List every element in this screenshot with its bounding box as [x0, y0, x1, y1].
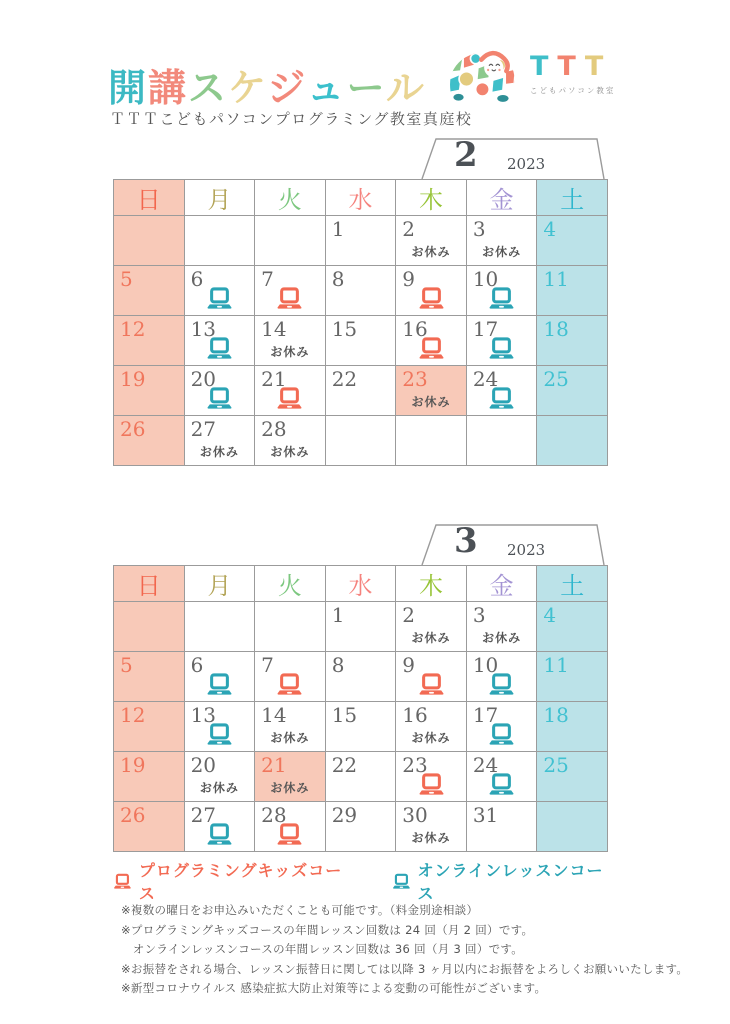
weekday-header: 火	[255, 180, 326, 216]
day-cell	[325, 416, 396, 466]
laptop-icon	[418, 673, 445, 696]
day-number: 16	[402, 703, 428, 727]
day-number: 20	[190, 367, 217, 391]
day-cell	[114, 266, 185, 316]
day-number: 8	[331, 267, 345, 291]
day-number: 12	[120, 703, 146, 727]
day-cell	[184, 216, 255, 266]
day-number: 12	[120, 317, 146, 341]
laptop-icon	[206, 337, 233, 360]
closed-note: お休み	[270, 781, 310, 795]
day-number: 14	[261, 703, 287, 727]
title-char: ス	[188, 66, 229, 111]
day-number: 20	[190, 753, 217, 777]
day-cell	[466, 802, 537, 852]
laptop-icon	[206, 723, 233, 746]
page-title	[108, 66, 426, 111]
logo-letter: T	[584, 51, 604, 82]
day-number: 10	[472, 653, 499, 677]
day-cell	[114, 316, 185, 366]
day-cell	[466, 366, 537, 416]
day-number: 9	[402, 267, 415, 291]
day-cell	[184, 752, 255, 802]
day-cell	[255, 366, 326, 416]
note-line: ※お振替をされる場合、レッスン振替日に関しては以降 3 ヶ月以内にお振替をよろしくお願いいたします。	[121, 961, 689, 976]
day-number: 25	[543, 367, 569, 391]
laptop-icon	[206, 823, 233, 846]
month-tab	[421, 521, 605, 565]
weekday-header: 土	[537, 566, 608, 602]
laptop-icon	[276, 387, 303, 410]
laptop-icon	[488, 287, 515, 310]
day-cell	[255, 702, 326, 752]
day-cell	[255, 602, 326, 652]
weekday-header: 金	[466, 180, 537, 216]
month-number: 2	[454, 135, 478, 175]
day-cell	[325, 216, 396, 266]
day-number: 16	[402, 317, 428, 341]
day-number: 17	[472, 703, 499, 727]
day-number: 23	[402, 753, 428, 777]
day-number: 29	[331, 803, 358, 827]
day-cell	[537, 802, 608, 852]
day-cell	[255, 802, 326, 852]
day-number: 28	[261, 417, 287, 441]
day-cell	[466, 702, 537, 752]
notes	[121, 901, 689, 999]
day-cell	[396, 266, 467, 316]
day-number: 8	[331, 653, 345, 677]
calendar-grid	[113, 179, 608, 466]
day-cell	[255, 416, 326, 466]
day-cell	[396, 216, 467, 266]
day-number: 23	[402, 367, 428, 391]
weekday-header: 水	[325, 180, 396, 216]
legend-item	[392, 858, 608, 904]
day-number: 5	[120, 653, 133, 677]
ttt-logo	[446, 46, 615, 103]
closed-note: お休み	[411, 245, 451, 259]
laptop-icon	[418, 773, 445, 796]
closed-note: お休み	[411, 831, 451, 845]
day-cell	[114, 652, 185, 702]
day-number: 1	[331, 603, 345, 627]
day-cell	[114, 752, 185, 802]
laptop-icon	[206, 287, 233, 310]
day-number: 5	[120, 267, 133, 291]
title-char: ケ	[228, 66, 268, 111]
day-cell	[325, 652, 396, 702]
weekday-header: 月	[184, 180, 255, 216]
day-number: 21	[261, 753, 287, 777]
day-cell	[396, 316, 467, 366]
closed-note: お休み	[270, 445, 310, 459]
closed-note: お休み	[270, 345, 310, 359]
logo-ttt-letters	[530, 53, 603, 80]
laptop-icon	[488, 723, 515, 746]
closed-note: お休み	[199, 781, 239, 795]
day-cell	[396, 366, 467, 416]
month-number: 3	[454, 521, 478, 561]
month-tab	[421, 135, 605, 179]
note-line: ※プログラミングキッズコースの年間レッスン回数は 24 回（月 2 回）です。	[121, 922, 534, 937]
day-cell	[537, 216, 608, 266]
day-cell	[325, 316, 396, 366]
day-cell	[114, 602, 185, 652]
day-number: 19	[120, 753, 146, 777]
school-name: ＴＴＴこどもパソコンプログラミング教室真庭校	[110, 110, 473, 128]
day-cell	[325, 266, 396, 316]
day-cell	[184, 652, 255, 702]
year-label: 2023	[507, 541, 546, 559]
title-char: ュ	[306, 66, 347, 111]
day-number: 24	[472, 753, 499, 777]
day-number: 22	[331, 753, 358, 777]
day-number: 4	[543, 217, 557, 241]
day-cell	[255, 216, 326, 266]
day-cell	[255, 266, 326, 316]
day-number: 11	[543, 653, 569, 677]
weekday-header: 水	[325, 566, 396, 602]
day-cell	[325, 702, 396, 752]
day-cell	[396, 702, 467, 752]
calendar-grid	[113, 565, 608, 852]
legend-item	[113, 858, 346, 904]
laptop-icon	[206, 673, 233, 696]
day-number: 15	[331, 703, 358, 727]
weekday-header: 金	[466, 566, 537, 602]
day-cell	[537, 366, 608, 416]
logo-letter: T	[530, 51, 549, 82]
day-number: 6	[190, 267, 204, 291]
day-number: 1	[331, 217, 345, 241]
day-number: 4	[543, 603, 557, 627]
day-cell	[537, 602, 608, 652]
day-cell	[396, 416, 467, 466]
closed-note: お休み	[411, 395, 451, 409]
day-number: 26	[120, 417, 146, 441]
day-cell	[466, 752, 537, 802]
day-cell	[184, 266, 255, 316]
title-char: ー	[346, 66, 386, 111]
day-cell	[537, 416, 608, 466]
day-number: 14	[261, 317, 287, 341]
day-cell	[396, 602, 467, 652]
closed-note: お休み	[199, 445, 239, 459]
day-cell	[184, 366, 255, 416]
day-number: 21	[261, 367, 287, 391]
calendar-month-3	[113, 521, 608, 852]
note-line: オンラインレッスンコースの年間レッスン回数は 36 回（月 3 回）です。	[121, 942, 524, 956]
day-cell	[466, 416, 537, 466]
legend-label: プログラミングキッズコース	[138, 861, 343, 903]
closed-note: お休み	[482, 245, 522, 259]
weekday-header: 日	[114, 180, 185, 216]
day-cell	[537, 652, 608, 702]
day-number: 7	[261, 653, 274, 677]
laptop-icon	[276, 287, 303, 310]
day-cell	[255, 752, 326, 802]
day-number: 13	[190, 703, 217, 727]
day-number: 2	[402, 603, 415, 627]
title-char: 講	[148, 66, 189, 111]
legend-label: オンラインレッスンコース	[417, 861, 604, 903]
laptop-icon	[488, 773, 515, 796]
day-number: 27	[190, 417, 217, 441]
day-cell	[466, 316, 537, 366]
weekday-header: 土	[537, 180, 608, 216]
day-number: 26	[120, 803, 146, 827]
note-line: ※新型コロナウイルス 感染症拡大防止対策等による変動の可能性がございます。	[121, 981, 547, 995]
title-char: ル	[385, 66, 426, 111]
day-cell	[466, 602, 537, 652]
logo-caption: こどもパソコン教室	[530, 86, 616, 95]
day-number: 10	[472, 267, 499, 291]
laptop-icon	[276, 673, 303, 696]
day-cell	[114, 216, 185, 266]
weekday-header: 火	[255, 566, 326, 602]
day-number: 3	[472, 217, 486, 241]
day-cell	[325, 602, 396, 652]
day-number: 17	[472, 317, 499, 341]
day-cell	[114, 702, 185, 752]
weekday-header: 月	[184, 566, 255, 602]
calendar-month-2	[113, 135, 608, 466]
day-number: 30	[402, 803, 428, 827]
day-number: 28	[261, 803, 287, 827]
title-char: ジ	[267, 66, 307, 111]
day-cell	[114, 366, 185, 416]
laptop-icon	[488, 673, 515, 696]
legend	[113, 858, 608, 904]
laptop-icon	[488, 337, 515, 360]
laptop-icon	[418, 337, 445, 360]
laptop-icon	[488, 387, 515, 410]
day-number: 15	[331, 317, 358, 341]
day-cell	[396, 802, 467, 852]
day-cell	[396, 752, 467, 802]
day-cell	[537, 266, 608, 316]
day-number: 2	[402, 217, 415, 241]
day-cell	[255, 316, 326, 366]
closed-note: お休み	[270, 731, 310, 745]
closed-note: お休み	[482, 631, 522, 645]
laptop-icon	[418, 287, 445, 310]
day-cell	[184, 602, 255, 652]
day-number: 22	[331, 367, 358, 391]
weekday-header: 木	[396, 566, 467, 602]
day-cell	[396, 652, 467, 702]
turtle-mascot-icon	[446, 46, 520, 103]
day-number: 31	[472, 803, 499, 827]
day-number: 18	[543, 703, 569, 727]
day-cell	[537, 316, 608, 366]
year-label: 2023	[507, 155, 546, 173]
day-cell	[466, 652, 537, 702]
day-number: 18	[543, 317, 569, 341]
day-cell	[325, 366, 396, 416]
day-number: 24	[472, 367, 499, 391]
day-cell	[184, 802, 255, 852]
day-number: 9	[402, 653, 415, 677]
day-cell	[184, 416, 255, 466]
closed-note: お休み	[411, 731, 451, 745]
day-cell	[255, 652, 326, 702]
day-cell	[184, 702, 255, 752]
day-number: 13	[190, 317, 217, 341]
day-cell	[466, 216, 537, 266]
weekday-header: 木	[396, 180, 467, 216]
day-number: 11	[543, 267, 569, 291]
day-cell	[537, 702, 608, 752]
closed-note: お休み	[411, 631, 451, 645]
day-cell	[114, 416, 185, 466]
day-number: 7	[261, 267, 274, 291]
note-line: ※複数の曜日をお申込みいただくことも可能です。（料金別途相談）	[121, 903, 479, 917]
title-char: 開	[108, 66, 149, 111]
day-cell	[325, 752, 396, 802]
laptop-icon	[276, 823, 303, 846]
weekday-header: 日	[114, 566, 185, 602]
day-cell	[537, 752, 608, 802]
laptop-icon	[206, 387, 233, 410]
laptop-icon	[392, 873, 411, 890]
laptop-icon	[113, 873, 132, 890]
day-number: 27	[190, 803, 217, 827]
day-number: 19	[120, 367, 146, 391]
day-cell	[466, 266, 537, 316]
day-cell	[184, 316, 255, 366]
day-number: 6	[190, 653, 204, 677]
day-number: 25	[543, 753, 569, 777]
day-cell	[114, 802, 185, 852]
day-cell	[325, 802, 396, 852]
day-number: 3	[472, 603, 486, 627]
logo-letter: T	[557, 51, 576, 82]
